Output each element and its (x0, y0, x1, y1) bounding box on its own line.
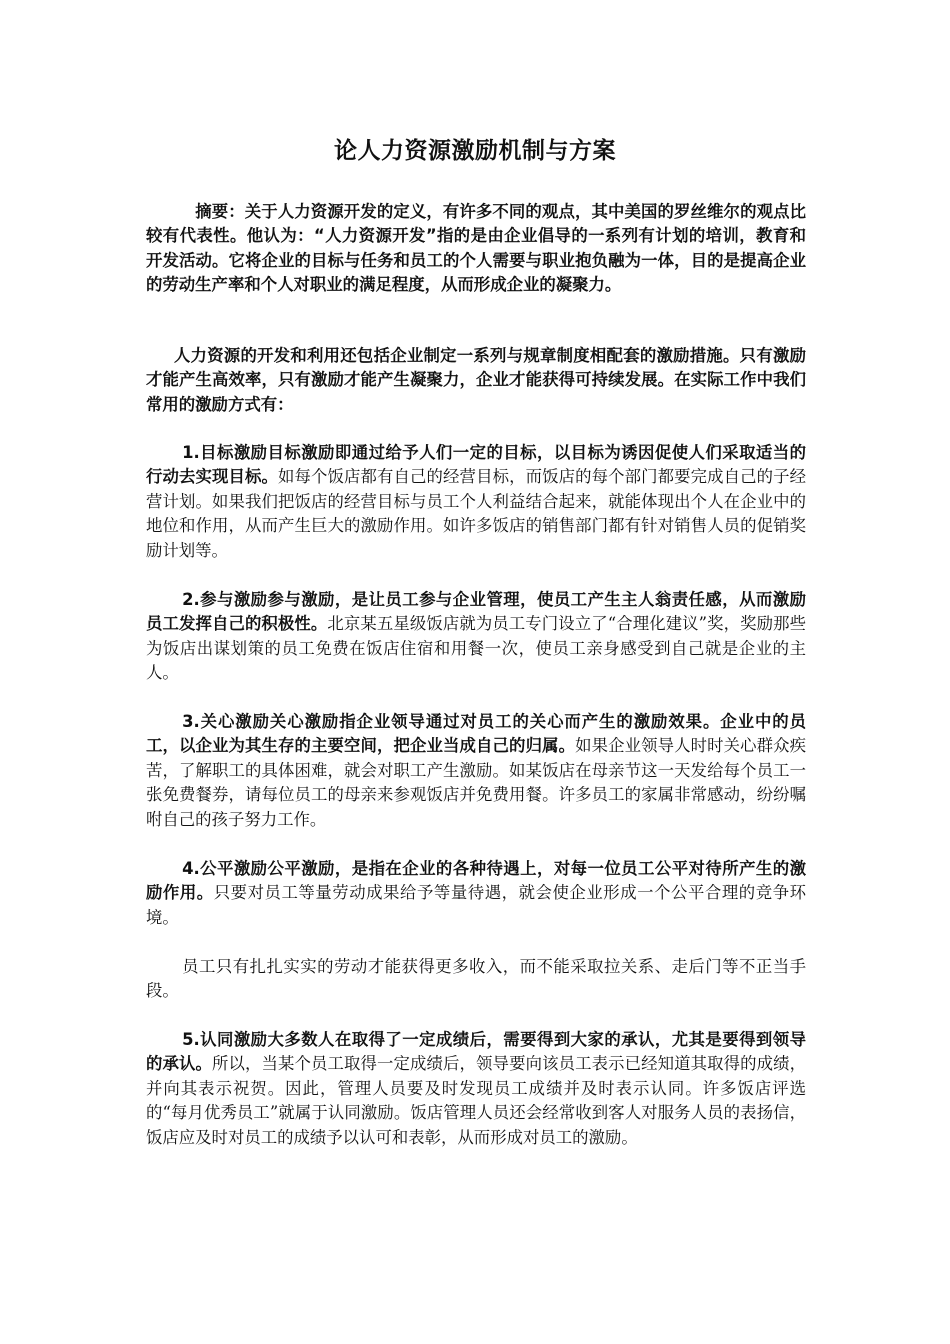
item-lead-text: 5.认同激励大多数人在取得了一定成绩后，需要得到大家的承认，尤其是要得到领导的承认。 (146, 1030, 806, 1074)
item-body-text: 北京某五星级饭店就为员工专门设立了“合理化建议”奖，奖励那些为饭店出谋划策的员工免费在饭店住宿和用餐一次，使员工亲身感受到自己就是企业的主人。 (146, 614, 807, 683)
item-lead-text: 2.参与激励参与激励，是让员工参与企业管理，使员工产生主人翁责任感，从而激励员工发挥自己的积极性。 (146, 590, 806, 634)
incentive-item-participation (146, 588, 806, 686)
item-lead-text: 3.关心激励关心激励指企业领导通过对员工的关心而产生的激励效果。企业中的员工，以企业为其生存的主要空间，把企业当成自己的归属。 (146, 712, 806, 756)
item-body-text: 只要对员工等量劳动成果给予等量待遇，就会使企业形成一个公平合理的竞争环境。 (146, 883, 806, 927)
incentive-item-recognition (146, 1028, 806, 1150)
item-body-text: 如果企业领导人时时关心群众疾苦，了解职工的具体困难，就会对职工产生激励。如某饭店在母亲节这一天发给每个员工一张免费餐券，请每位员工的母亲来参观饭店并免费用餐。许多员工的家属非常感动，纷纷嘱咐自己的孩子努力工作。 (146, 736, 807, 829)
item-lead-text: 1.目标激励目标激励即通过给予人们一定的目标，以目标为诱因促使人们采取适当的行动去实现目标。 (146, 443, 806, 487)
incentive-item-fairness (146, 857, 806, 930)
intro-paragraph: 人力资源的开发和利用还包括企业制定一系列与规章制度相配套的激励措施。只有激励才能产生高效率，只有激励才能产生凝聚力，企业才能获得可持续发展。在实际工作中我们常用的激励方式有： (146, 346, 806, 414)
item-body-text: 如每个饭店都有自己的经营目标，而饭店的每个部门都要完成自己的子经营计划。如果我们把饭店的经营目标与员工个人利益结合起来，就能体现出个人在企业中的地位和作用，从而产生巨大的激励作用。如许多饭店的销售部门都有针对销售人员的促销奖励计划等。 (146, 467, 807, 560)
page-title: 论人力资源激励机制与方案 (334, 138, 616, 164)
item-body-text: 所以，当某个员工取得一定成绩后，领导要向该员工表示已经知道其取得的成绩，并向其表示祝贺。因此，管理人员要及时发现员工成绩并及时表示认同。许多饭店评选的“每月优秀员工”就属于认同激励。饭店管理人员还会经常收到客人对服务人员的表扬信，饭店应及时对员工的成绩予以认可和表彰，从而形成对员工的激励。 (146, 1054, 807, 1147)
incentive-item-goal (146, 441, 806, 563)
item-body-text: 员工只有扎扎实实的劳动才能获得更多收入，而不能采取拉关系、走后门等不正当手段。 (146, 957, 806, 1001)
item-lead-text: 4.公平激励公平激励，是指在企业的各种待遇上，对每一位员工公平对待所产生的激励作用。 (146, 859, 806, 903)
fairness-followup-paragraph (146, 955, 806, 1004)
incentive-item-care (146, 710, 806, 832)
abstract-paragraph: 摘要：关于人力资源开发的定义，有许多不同的观点，其中美国的罗丝维尔的观点比较有代表性。他认为：“人力资源开发”指的是由企业倡导的一系列有计划的培训，教育和开发活动。它将企业的目标与任务和员工的个人需要与职业抱负融为一体，目的是提高企业的劳动生产率和个人对职业的满足程度，从而形成企业的凝聚力。 (146, 202, 806, 295)
